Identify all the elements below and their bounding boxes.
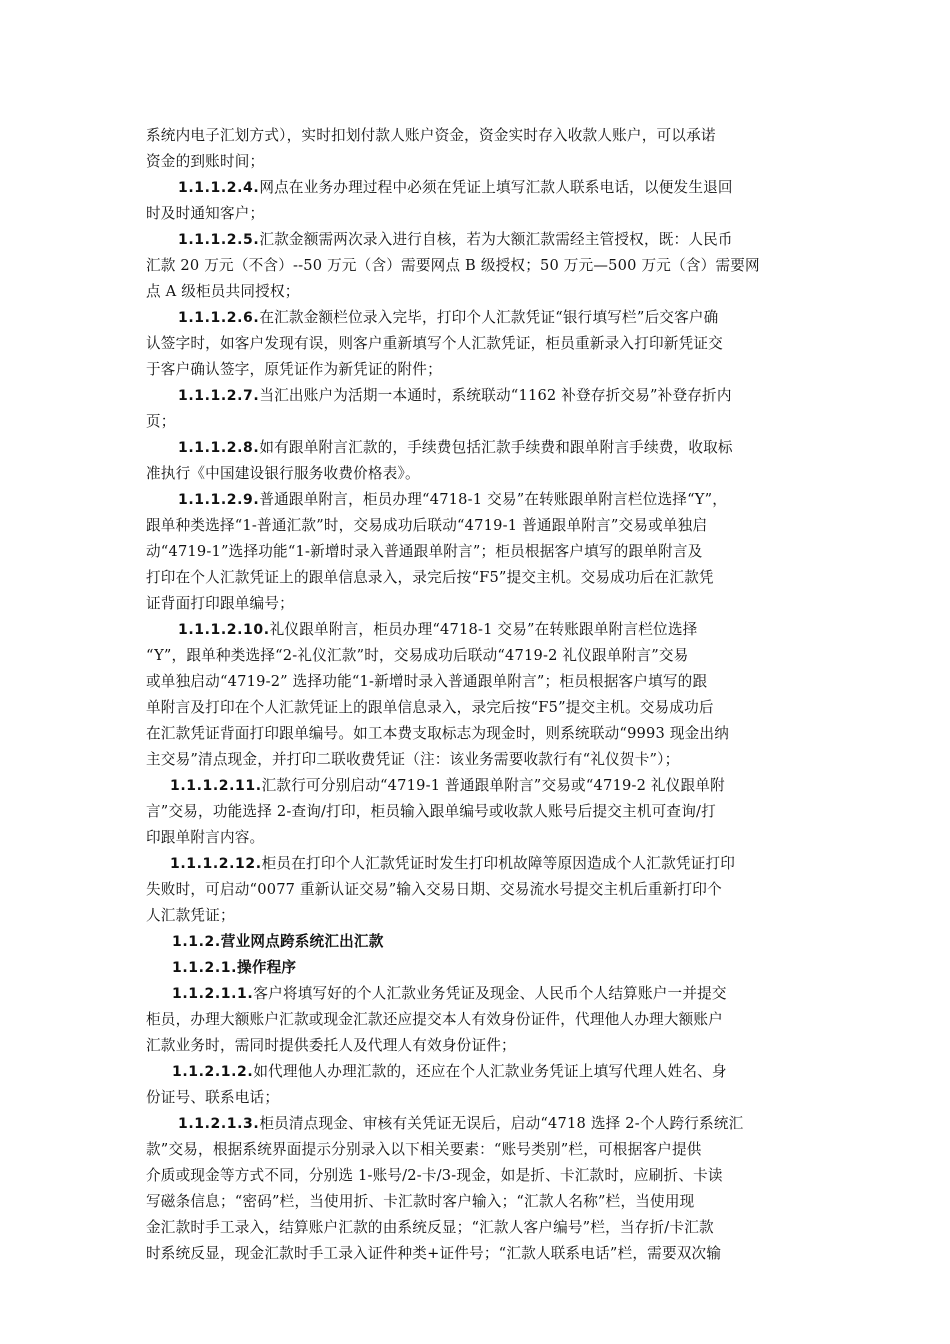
text-line: 款”交易，根据系统界面提示分别录入以下相关要素：“账号类别”栏，可根据客户提供: [146, 1141, 702, 1158]
clause-1-1-1-2-9: 1.1.1.2.9.普通跟单附言，柜员办理“4718-1 交易”在转账跟单附言栏位选择“Y”，: [178, 491, 728, 508]
text-line: 点 A 级柜员共同授权；: [146, 283, 300, 300]
text-line: 金汇款时手工录入，结算账户汇款的由系统反显；“汇款人客户编号”栏，当存折/卡汇款: [146, 1219, 714, 1236]
section-number: 1.1.2.: [172, 934, 221, 950]
text-line: 在汇款凭证背面打印跟单编号。如工本费支取标志为现金时，则系统联动“9993 现金出纳: [146, 725, 730, 742]
text-line: 失败时，可启动“0077 重新认证交易”输入交易日期、交易流水号提交主机后重新打印个: [146, 881, 722, 898]
clause-number: 1.1.1.2.10.: [178, 622, 270, 638]
section-heading-1-1-2: 1.1.2.营业网点跨系统汇出汇款: [172, 933, 384, 950]
text-line: 资金的到账时间；: [146, 153, 265, 170]
clause-number: 1.1.2.1.2.: [172, 1064, 254, 1080]
text-line: 汇款业务时，需同时提供委托人及代理人有效身份证件；: [146, 1037, 516, 1054]
text-line: 写磁条信息；“密码”栏，当使用折、卡汇款时客户输入；“汇款人名称”栏，当使用现: [146, 1193, 695, 1210]
clause-number: 1.1.2.1.3.: [178, 1116, 260, 1132]
clause-number: 1.1.1.2.7.: [178, 388, 260, 404]
text-line: “Y”，跟单种类选择“2-礼仪汇款”时，交易成功后联动“4719-2 礼仪跟单附言”交易: [146, 647, 689, 664]
text-line: 份证号、联系电话；: [146, 1089, 280, 1106]
clause-number: 1.1.1.2.12.: [170, 856, 262, 872]
clause-number: 1.1.2.1.1.: [172, 986, 254, 1002]
clause-1-1-2-1-2: 1.1.2.1.2.如代理他人办理汇款的，还应在个人汇款业务凭证上填写代理人姓名、身: [172, 1063, 727, 1080]
clause-number: 1.1.1.2.11.: [170, 778, 262, 794]
clause-1-1-1-2-7: 1.1.1.2.7.当汇出账户为活期一本通时，系统联动“1162 补登存折交易”补登存折内: [178, 387, 732, 404]
text-line: 准执行《中国建设银行服务收费价格表》。: [146, 465, 420, 482]
text-line: 人汇款凭证；: [146, 907, 235, 924]
text-line: 系统内电子汇划方式），实时扣划付款人账户资金，资金实时存入收款人账户，可以承诺: [146, 127, 716, 144]
text-line: 证背面打印跟单编号；: [146, 595, 294, 612]
clause-number: 1.1.1.2.5.: [178, 232, 260, 248]
text-line: 介质或现金等方式不同，分别选 1-账号/2-卡/3-现金，如是折、卡汇款时，应刷折、卡读: [146, 1167, 723, 1184]
clause-1-1-2-1-3: 1.1.2.1.3.柜员清点现金、审核有关凭证无误后，启动“4718 选择 2-个人跨行系统汇: [178, 1115, 744, 1132]
clause-1-1-1-2-11: 1.1.1.2.11.汇款行可分别启动“4719-1 普通跟单附言”交易或“4719-2 礼仪跟单附: [170, 777, 725, 794]
text-line: 于客户确认签字，原凭证作为新凭证的附件；: [146, 361, 442, 378]
clause-1-1-2-1-1: 1.1.2.1.1.客户将填写好的个人汇款业务凭证及现金、人民币个人结算账户一并提交: [172, 985, 727, 1002]
text-line: 或单独启动“4719-2” 选择功能“1-新增时录入普通跟单附言”；柜员根据客户填写的跟: [146, 673, 708, 690]
text-line: 言”交易，功能选择 2-查询/打印，柜员输入跟单编号或收款人账号后提交主机可查询/打: [146, 803, 716, 820]
clause-number: 1.1.1.2.8.: [178, 440, 260, 456]
clause-1-1-1-2-4: 1.1.1.2.4.网点在业务办理过程中必须在凭证上填写汇款人联系电话，以便发生退回: [178, 179, 733, 196]
clause-1-1-1-2-8: 1.1.1.2.8.如有跟单附言汇款的，手续费包括汇款手续费和跟单附言手续费，收取标: [178, 439, 733, 456]
text-line: 时及时通知客户；: [146, 205, 265, 222]
section-heading-1-1-2-1: 1.1.2.1.操作程序: [172, 959, 297, 976]
section-number: 1.1.2.1.: [172, 960, 238, 976]
text-line: 动“4719-1”选择功能“1-新增时录入普通跟单附言”；柜员根据客户填写的跟单附言及: [146, 543, 703, 560]
text-line: 时系统反显，现金汇款时手工录入证件种类+证件号；“汇款人联系电话”栏，需要双次输: [146, 1245, 722, 1262]
text-line: 印跟单附言内容。: [146, 829, 265, 846]
text-line: 页；: [146, 413, 176, 430]
text-line: 柜员，办理大额账户汇款或现金汇款还应提交本人有效身份证件，代理他人办理大额账户: [146, 1011, 723, 1028]
text-line: 主交易”清点现金，并打印二联收费凭证（注：该业务需要收款行有“礼仪贺卡”）；: [146, 751, 680, 768]
clause-1-1-1-2-12: 1.1.1.2.12.柜员在打印个人汇款凭证时发生打印机故障等原因造成个人汇款凭证打印: [170, 855, 736, 872]
clause-1-1-1-2-6: 1.1.1.2.6.在汇款金额栏位录入完毕，打印个人汇款凭证“银行填写栏”后交客户确: [178, 309, 719, 326]
text-line: 跟单种类选择“1-普通汇款”时，交易成功后联动“4719-1 普通跟单附言”交易或单独启: [146, 517, 708, 534]
clause-1-1-1-2-5: 1.1.1.2.5.汇款金额需两次录入进行自核，若为大额汇款需经主管授权，既：人民币: [178, 231, 733, 248]
clause-number: 1.1.1.2.4.: [178, 180, 260, 196]
text-line: 打印在个人汇款凭证上的跟单信息录入，录完后按“F5”提交主机。交易成功后在汇款凭: [146, 569, 714, 586]
clause-number: 1.1.1.2.6.: [178, 310, 260, 326]
text-line: 认签字时，如客户发现有误，则客户重新填写个人汇款凭证，柜员重新录入打印新凭证交: [146, 335, 723, 352]
text-line: 单附言及打印在个人汇款凭证上的跟单信息录入，录完后按“F5”提交主机。交易成功后: [146, 699, 714, 716]
clause-number: 1.1.1.2.9.: [178, 492, 260, 508]
clause-1-1-1-2-10: 1.1.1.2.10.礼仪跟单附言，柜员办理“4718-1 交易”在转账跟单附言栏位选择: [178, 621, 698, 638]
text-line: 汇款 20 万元（不含）--50 万元（含）需要网点 B 级授权；50 万元—500 万元（含）需要网: [146, 257, 760, 274]
